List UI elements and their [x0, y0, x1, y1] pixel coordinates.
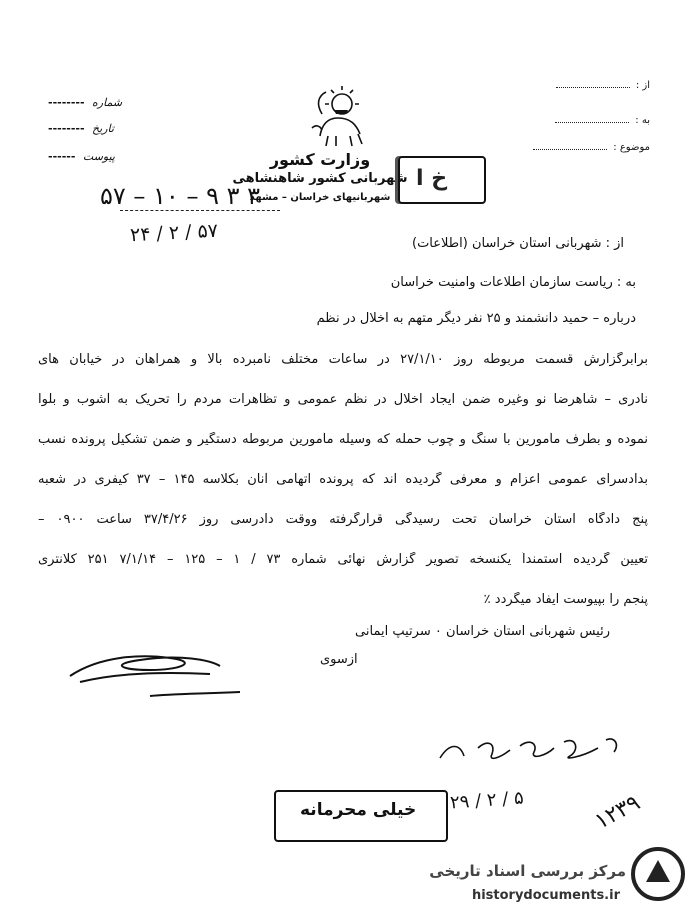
number-label: شماره: [92, 96, 123, 109]
handwritten-number: ۲۹ / ۲ / ۵: [449, 787, 525, 814]
subject-line: درباره – حمید دانشمند و ۲۵ نفر دیگر متهم به اخلال در نظم: [316, 311, 636, 326]
reference-underline: [120, 210, 280, 211]
subject-dots: [533, 149, 607, 150]
lion-and-sun-emblem-icon: [298, 84, 378, 150]
attachment-label: پیوست: [82, 150, 115, 163]
reference-date: ۲۴ / ۲ / ۵۷: [129, 219, 219, 247]
body-line-6: تعیین گردیده استمنداً یکنسخه تصویر گزارش نهائی شماره ۷۳ / ۱ – ۱۲۵ – ۷/۱/۱۴ ۲۵۱ کلانتری: [38, 552, 648, 567]
body-line-4: بدادسرای عمومی اعزام و معرفی گردیده اند که پرونده اتهامی آنان بکلاسه ۱۴۵ – ۳۷ کیفری در شعبه: [38, 472, 648, 487]
municipality-title: شهربانی کشور شاهنشاهی: [232, 171, 408, 186]
stamp-mark: خ ا: [416, 166, 448, 191]
corner-number: ۱۲۳۹: [590, 790, 645, 835]
signature-title: رئیس شهربانی استان خراسان ٠ سرتیپ ایمانی: [355, 624, 610, 639]
watermark-url: historydocuments.ir: [471, 888, 620, 903]
signature-scribble-icon: [60, 636, 260, 706]
ministry-title: وزارت کشور: [269, 150, 371, 169]
date-label: تاریخ: [92, 122, 114, 135]
body-line-7: پنجم را بپیوست ایفاد میگردد ٪: [483, 592, 648, 607]
body-line-1: برابرگزارش قسمت مربوطه روز ۲۷/۱/۱۰ در ساعات مختلف نامبرده بالا و همراهان در خیابان های: [38, 352, 648, 367]
from-dots: [556, 87, 630, 88]
watermark-title: مرکز بررسی اسناد تاریخی: [429, 862, 626, 880]
handwritten-scribble-icon: [430, 728, 630, 776]
attachment-field: ------ پیوست: [48, 150, 115, 163]
to-dots: [555, 122, 629, 123]
from-line: از : شهربانی استان خراسان (اطلاعات): [412, 236, 624, 251]
province-title: شهربانیهای خراسان – مشهد: [249, 192, 391, 203]
reference-number: ۵۷ – ۱۰ – ۹ ۳ ۳: [100, 182, 261, 210]
from-label: از :: [635, 80, 650, 91]
handwritten-note: خیلی محرمانه: [300, 800, 417, 820]
date-field: -------- تاریخ: [48, 122, 114, 135]
to-line: به : ریاست سازمان اطلاعات وامنیت خراسان: [390, 275, 636, 290]
subject-label: موضوع :: [613, 142, 650, 153]
body-line-5: پنج دادگاه استان خراسان تحت رسیدگی قرارگرفته ووقت دادرسی روز ۳۷/۴/۲۶ ساعت ۰۹۰۰ –: [38, 512, 648, 527]
body-line-2: نادری – شاهرضا نو وغیره ضمن ایجاد اخلال در نظم عمومی و تظاهرات مردم را تحریک به آشوب و بلوا: [38, 392, 648, 407]
archive-logo-icon: [630, 846, 686, 902]
subject-field: [530, 142, 650, 153]
signature-sub: ازسوی: [320, 652, 358, 667]
number-field: -------- شماره: [48, 96, 123, 109]
to-field: [530, 115, 650, 126]
to-label: به :: [635, 115, 650, 126]
from-field: [530, 80, 650, 91]
body-line-3: نموده و بطرف مأمورین با سنگ و چوب حمله که وسیله مأمورین مربوطه دستگیر و ضمن تشکیل پرونده نسب: [38, 432, 648, 447]
